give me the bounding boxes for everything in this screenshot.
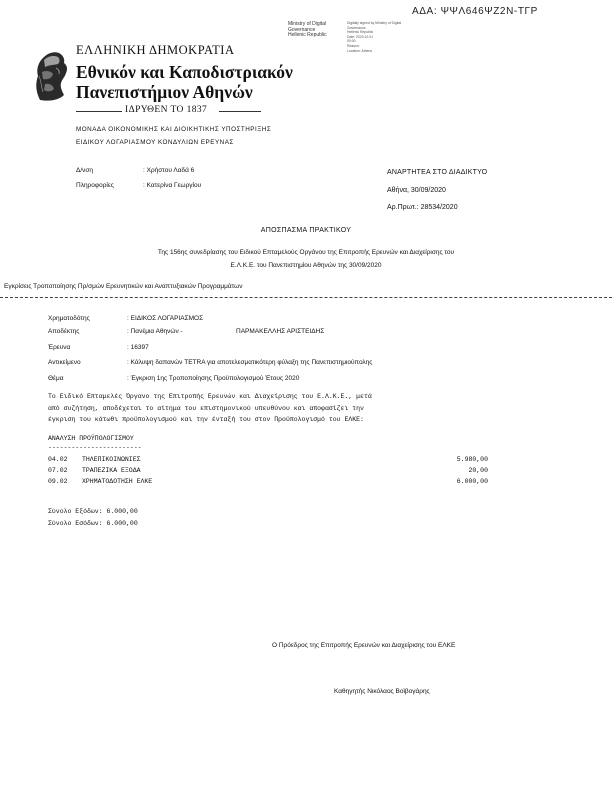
signature-detail-line: Location: Athens: [347, 48, 373, 53]
ada-code: ΑΔΑ: ΨΨΛ646ΨΖ2Ν-ΤΓΡ: [412, 6, 538, 17]
signature-detail-line: Digitally signed by Ministry of Digital: [347, 21, 402, 25]
recipient-name: ΠΑΡΜΑΚΕΛΛΗΣ ΑΡΙΣΤΕΙΔΗΣ: [236, 328, 325, 335]
athena-emblem-icon: [30, 46, 72, 104]
digital-signature-stamp: [288, 22, 327, 39]
info-label: Πληροφορίες: [76, 182, 114, 189]
budget-row: [48, 478, 488, 487]
signature-detail-line: Date: 2020.10.01: [347, 34, 374, 39]
budget-code: 07.02: [48, 467, 68, 474]
decision-line2: από συζήτηση, αποδέχεται το αίτημα του επιστημονικού υπευθύνου και αποφασίζει την: [48, 405, 364, 412]
total-expenses: Σύνολο Εξόδων: 6.000,00: [48, 508, 138, 515]
decision-line1: Το Ειδικό Επταμελές Όργανο της Επιτροπής Ερευνών και Διαχείρισης του Ε.Λ.Κ.Ε., μετά: [48, 393, 372, 400]
subject-value: : Κάλυψη δαπανών TETRA για αποτελεσματικότερη φύλαξη της Πανεπιστημιούπολης: [127, 359, 373, 366]
section-heading: Εγκρίσεις Τροποποίησης Πρ/σμών Ερευνητικών και Αναπτυξιακών Προγραμμάτων: [4, 283, 243, 290]
signature-detail-line: Governance,: [347, 25, 367, 30]
intro-line2: Ε.Λ.Κ.Ε. του Πανεπιστημίου Αθηνών της 30/09/2020: [230, 262, 382, 269]
budget-amount: 5.980,00: [456, 456, 488, 463]
signature-org-line: Ministry of Digital: [288, 21, 327, 27]
founded-rule-right: [219, 111, 261, 112]
university-name-line2: Πανεπιστήμιον Αθηνών: [76, 82, 253, 102]
budget-rule: ------------------------: [48, 444, 142, 451]
intro-line1: Της 156ης συνεδρίασης του Ειδικού Επταμελούς Οργάνου της Επιτροπής Ερευνών και Διαχείρισης του: [157, 249, 455, 256]
project-value: : 16397: [127, 344, 149, 351]
signatory-role: Ο Πρόεδρος της Επιτροπής Ερευνών και Διαχείρισης του ΕΛΚΕ: [272, 642, 456, 649]
decision-line3: έγκριση του κάτωθι προϋπολογισμού και την ένταξή του στον Προϋπολογισμό του ΕΛΚΕ:: [48, 416, 364, 423]
funder-label: Χρηματοδότης: [48, 315, 90, 322]
budget-row: [48, 456, 488, 465]
signatory-name: Καθηγητής Νικόλαος Βοϊβογάρης: [334, 688, 430, 695]
budget-code: 09.02: [48, 478, 68, 485]
project-label: Έρευνα: [48, 344, 71, 351]
unit-name-line2: ΕΙΔΙΚΟΥ ΛΟΓΑΡΙΑΣΜΟΥ ΚΟΝΔΥΛΙΩΝ ΕΡΕΥΝΑΣ: [76, 139, 234, 146]
budget-amount: 6.000,00: [456, 478, 488, 485]
budget-label: ΧΡΗΜΑΤΟΔΟΤΗΣΗ ΕΛΚΕ: [82, 478, 153, 485]
country-name: ΕΛΛΗΝΙΚΗ ΔΗΜΟΚΡΑΤΙΑ: [76, 43, 235, 57]
unit-name-line1: ΜΟΝΑΔΑ ΟΙΚΟΝΟΜΙΚΗΣ ΚΑΙ ΔΙΟΙΚΗΤΙΚΗΣ ΥΠΟΣΤΗΡΙΞΗΣ: [76, 126, 272, 133]
recipient-label: Αποδέκτης: [48, 328, 80, 335]
signature-org-line: Governance: [288, 26, 316, 33]
budget-heading: ΑΝΑΛΥΣΗ ΠΡΟΫΠΟΛΟΓΙΣΜΟΥ: [48, 435, 134, 442]
total-income: Σύνολο Εσόδων: 6.000,00: [48, 520, 138, 527]
recipient-value: : Πανέμια Αθηνών -: [127, 328, 183, 335]
founded-rule-left: [76, 111, 122, 112]
address-label: Δ/νση: [76, 167, 94, 174]
budget-amount: 20,00: [468, 467, 488, 474]
budget-code: 04.02: [48, 456, 68, 463]
signature-detail-line: Hellenic Republic: [347, 30, 374, 35]
topic-value: : Έγκριση 1ης Τροποποίησης Προϋπολογισμού Έτους 2020: [127, 375, 300, 382]
signature-detail-line: Reason:: [347, 43, 360, 48]
signature-org-line: Hellenic Republic: [288, 32, 327, 39]
info-value: : Κατερίνα Γεωργίου: [143, 182, 202, 189]
protocol-number: Αρ.Πρωτ.: 28534/2020: [387, 204, 458, 211]
document-title: ΑΠΟΣΠΑΣΜΑ ΠΡΑΚΤΙΚΟΥ: [260, 227, 352, 234]
address-value: : Χρήστου Λαδά 6: [143, 167, 195, 174]
funder-value: : ΕΙΔΙΚΟΣ ΛΟΓΑΡΙΑΣΜΟΣ: [127, 315, 204, 322]
budget-label: ΤΗΛΕΠΙΚΟΙΝΩΝΙΕΣ: [82, 456, 141, 463]
signature-detail-line: 00:00: [347, 39, 356, 44]
budget-label: ΤΡΑΠΕΖΙΚΑ ΕΞΟΔΑ: [82, 467, 141, 474]
digital-signature-details: [347, 21, 401, 53]
budget-row: [48, 467, 488, 476]
university-name-line1: Εθνικόν και Καποδιστριακόν: [76, 62, 293, 82]
document-date: Αθήνα, 30/09/2020: [387, 187, 446, 194]
section-divider: [0, 297, 612, 298]
founded-year: ΙΔΡΥΘΕΝ ΤΟ 1837: [125, 105, 208, 115]
topic-label: Θέμα: [48, 375, 64, 382]
subject-label: Αντικείμενο: [48, 359, 81, 366]
posting-notice: ΑΝΑΡΤΗΤΕΑ ΣΤΟ ΔΙΑΔΙΚΤΥΟ: [387, 169, 488, 176]
